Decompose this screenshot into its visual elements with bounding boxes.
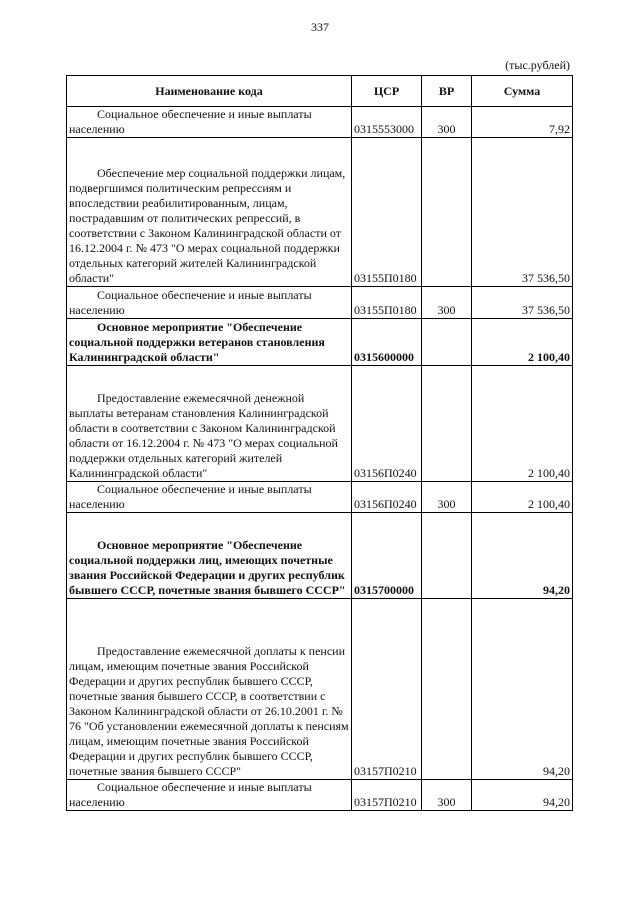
row-name: Предоставление ежемесячной доплаты к пенсии лицам, имеющим почетные звания Российской Федерации и других республик бывшего СССР, почетные звания бывшего СССР, в соответствии с Законом Калининградской области от 26.10.2001 г. № 76 "Об установлении ежемесячной доплаты к пенсиям лицам, имеющим почетные звания Российской Федерации и других республик бывшего СССР, почетные звания бывшего СССР" (67, 599, 352, 780)
row-vr: 300 (422, 780, 472, 811)
row-csr: 0315700000 (352, 513, 422, 599)
header-name: Наименование кода (67, 76, 352, 107)
table-row (67, 138, 573, 287)
row-csr: 03156П0240 (352, 366, 422, 482)
row-csr: 03155П0180 (352, 138, 422, 287)
row-vr (422, 599, 472, 780)
row-sum: 2 100,40 (472, 482, 573, 513)
row-sum: 37 536,50 (472, 287, 573, 319)
row-name: Социальное обеспечение и иные выплаты населению (67, 482, 352, 513)
row-vr (422, 513, 472, 599)
row-sum: 94,20 (472, 599, 573, 780)
row-csr: 0315600000 (352, 319, 422, 366)
table-row (67, 482, 573, 513)
budget-table (66, 75, 573, 811)
table-row (67, 599, 573, 780)
row-name: Социальное обеспечение и иные выплаты населению (67, 287, 352, 319)
row-vr: 300 (422, 287, 472, 319)
header-vr: ВР (422, 76, 472, 107)
row-sum: 94,20 (472, 780, 573, 811)
table-row (67, 513, 573, 599)
table-row (67, 107, 573, 138)
header-csr: ЦСР (352, 76, 422, 107)
row-csr: 03155П0180 (352, 287, 422, 319)
table-header-row (67, 76, 573, 107)
row-sum: 2 100,40 (472, 366, 573, 482)
table-row (67, 366, 573, 482)
row-sum: 2 100,40 (472, 319, 573, 366)
header-sum: Сумма (472, 76, 573, 107)
units-label: (тыс.рублей) (505, 58, 570, 72)
page-number: 337 (311, 20, 329, 34)
row-name: Социальное обеспечение и иные выплаты населению (67, 780, 352, 811)
row-csr: 03156П0240 (352, 482, 422, 513)
row-vr (422, 366, 472, 482)
row-name: Основное мероприятие "Обеспечение социальной поддержки ветеранов становления Калининградской области" (67, 319, 352, 366)
table-row (67, 287, 573, 319)
row-name: Обеспечение мер социальной поддержки лицам, подвергшимся политическим репрессиям и впоследствии реабилитированным, лицам, пострадавшим от политических репрессий, в соответствии с Законом Калининградской области от 16.12.2004 г. № 473 "О мерах социальной поддержки отдельных категорий жителей Калининградской области" (67, 138, 352, 287)
table-row (67, 319, 573, 366)
row-name: Социальное обеспечение и иные выплаты населению (67, 107, 352, 138)
row-vr: 300 (422, 107, 472, 138)
row-vr (422, 319, 472, 366)
row-csr: 03157П0210 (352, 780, 422, 811)
row-csr: 0315553000 (352, 107, 422, 138)
row-vr: 300 (422, 482, 472, 513)
row-sum: 37 536,50 (472, 138, 573, 287)
row-name: Предоставление ежемесячной денежной выплаты ветеранам становления Калининградской области в соответствии с Законом Калининградской области от 16.12.2004 г. № 473 "О мерах социальной поддержки отдельных категорий жителей Калининградской области" (67, 366, 352, 482)
row-name: Основное мероприятие "Обеспечение социальной поддержки лиц, имеющих почетные звания Российской Федерации и других республик бывшего СССР, почетные звания бывшего СССР" (67, 513, 352, 599)
table-row (67, 780, 573, 811)
row-sum: 7,92 (472, 107, 573, 138)
row-csr: 03157П0210 (352, 599, 422, 780)
row-sum: 94,20 (472, 513, 573, 599)
row-vr (422, 138, 472, 287)
